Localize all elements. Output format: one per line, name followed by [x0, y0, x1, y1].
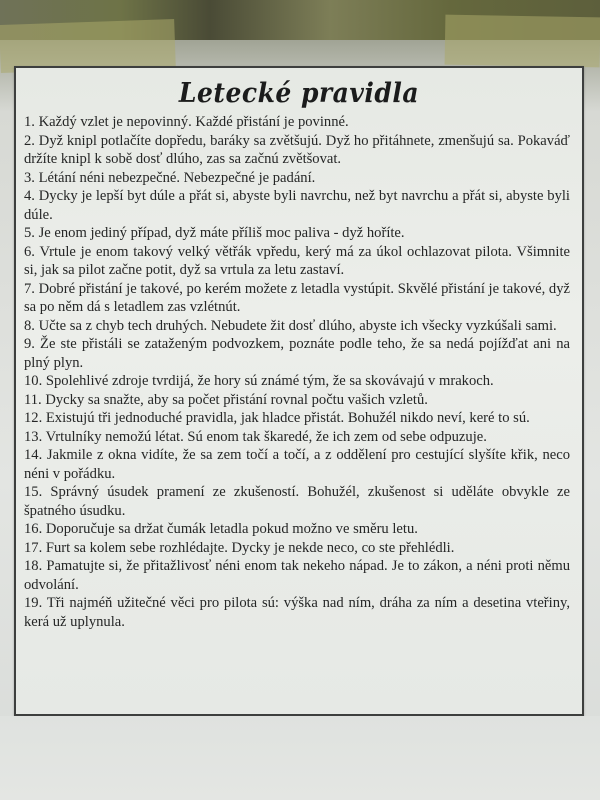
rule-6: 6. Vrtule je enom takový velký větřák vpředu, kerý má za úkol ochlazovat pilota. Všimnite si, jak sa pilot začne potit, dyž sa vrtula za letu zastaví.	[24, 243, 570, 278]
rule-8: 8. Učte sa z chyb tech druhých. Nebudete žit dosť dlúho, abyste ich všecky vyzkúšali sami.	[24, 317, 557, 334]
rules-list	[16, 113, 582, 631]
page-title: Letecké pravidla	[178, 76, 420, 109]
rule-17: 17. Furt sa kolem sebe rozhlédajte. Dycky je nekde neco, co ste přehlédli.	[24, 539, 455, 556]
rule-3: 3. Létání néni nebezpečné. Nebezpečné je padání.	[24, 169, 316, 186]
rule-19: 19. Tři najméň užitečné věci pro pilota sú: výška nad ním, dráha za ním a desetina vteřiny, kerá už uplynula.	[24, 595, 570, 630]
rule-4: 4. Dycky je lepší byt dúle a přát si, abyste byli navrchu, než byt navrchu a přát si, abyste byli dúle.	[24, 188, 570, 223]
tape-right	[445, 15, 600, 68]
rule-5: 5. Je enom jediný případ, dyž máte příliš moc paliva - dyž hoříte.	[24, 225, 405, 241]
rule-16: 16. Doporučuje sa držat čumák letadla pokud možno ve směru letu.	[24, 521, 418, 537]
rule-12: 12. Existujú tři jednoduché pravidla, jak hladce přistát. Bohužél nikdo neví, keré to sú.	[24, 410, 530, 426]
rule-15: 15. Správný úsudek pramení ze zkušeností. Bohužél, zkušenost si uděláte obvykle ze špatného úsudku.	[24, 484, 570, 519]
rule-13: 13. Vrtulníky nemožú létat. Sú enom tak škaredé, že ich zem od sebe odpuzuje.	[24, 428, 487, 445]
rule-18: 18. Pamatujte si, že přitažlivosť néni enom tak nekeho nápad. Je to zákon, a néni proti němu odvolání.	[24, 558, 570, 593]
wall-below-sheet	[0, 716, 600, 800]
rule-9: 9. Že ste přistáli se zataženým podvozkem, poznáte podle teho, že sa nedá pojížďat ani na plný plyn.	[24, 336, 570, 371]
poster-sheet	[14, 66, 584, 716]
rule-1: 1. Každý vzlet je nepovinný. Každé přistání je povinné.	[24, 114, 349, 130]
rule-10: 10. Spolehlivé zdroje tvrdijá, že hory sú známé tým, že sa skovávajú v mrakoch.	[24, 373, 494, 389]
rule-14: 14. Jakmile z okna vidíte, že sa zem točí a točí, a z oddělení pro cestující slyšíte křik, neco néni v pořádku.	[24, 447, 570, 482]
rule-11: 11. Dycky sa snažte, aby sa počet přistání rovnal počtu vašich vzletů.	[24, 391, 428, 408]
rule-2: 2. Dyž knipl potlačíte dopředu, baráky sa zvětšujú. Dyž ho přitáhnete, zmenšujú sa. Pokaváď držíte knipl k sobě dosť dlúho, zas sa začnú zvětšovat.	[24, 132, 570, 167]
rule-7: 7. Dobré přistání je takové, po kerém možete z letadla vystúpit. Skvělé přistání je takové, dyž sa po něm dá s letadlem zas vzlétnút.	[24, 280, 570, 315]
tape-left	[0, 19, 176, 73]
